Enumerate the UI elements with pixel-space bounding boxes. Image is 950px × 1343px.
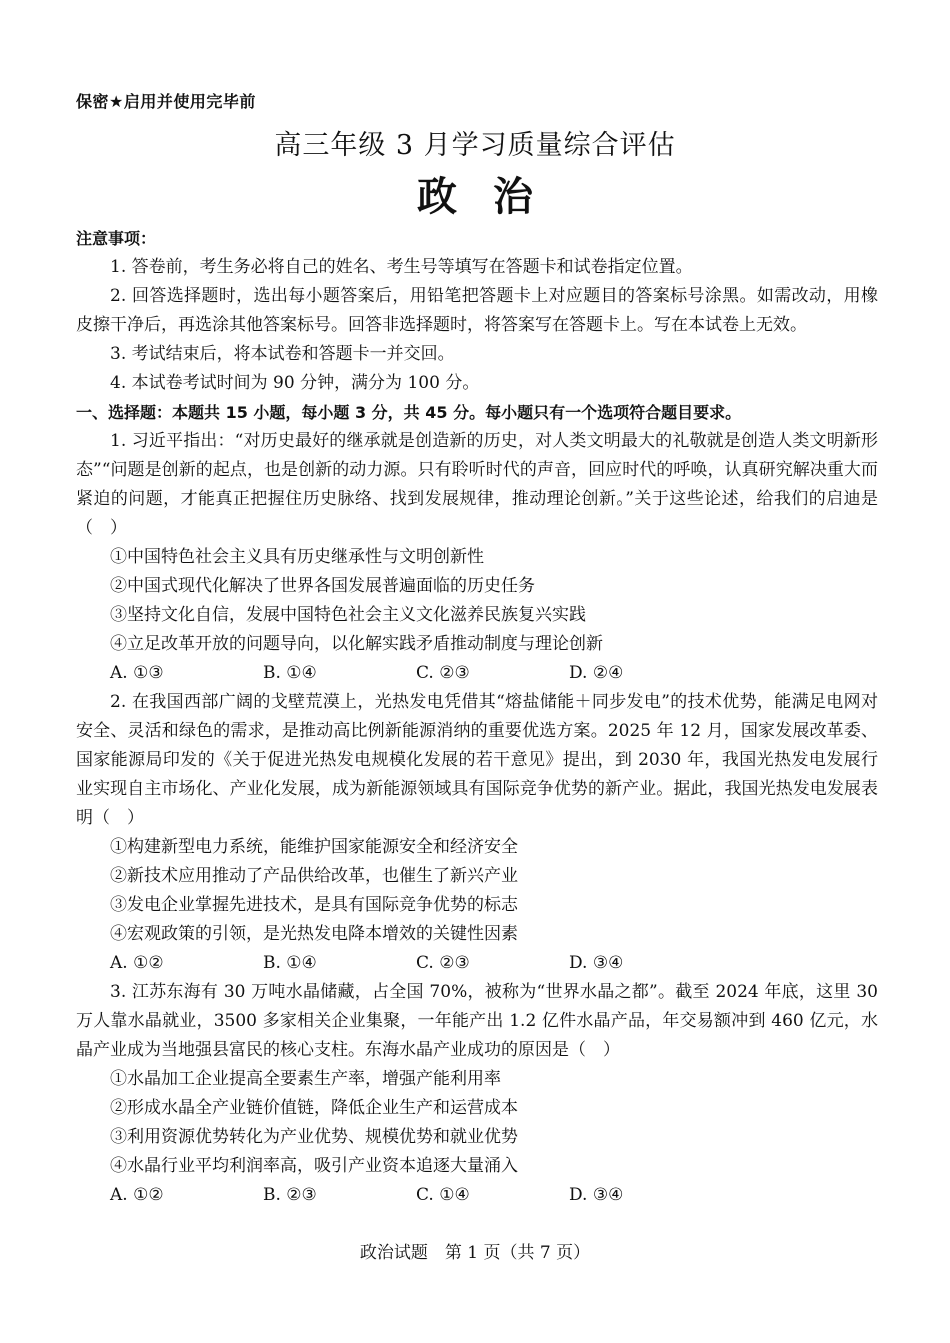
note-item: 4. 本试卷考试时间为 90 分钟，满分为 100 分。 — [110, 373, 480, 393]
option-c: C. ①④ — [416, 1185, 470, 1205]
question-statement: ①水晶加工企业提高全要素生产率，增强产能利用率 — [110, 1069, 501, 1089]
option-b: B. ②③ — [263, 1185, 317, 1205]
note-item: 1. 答卷前，考生务必将自己的姓名、考生号等填写在答题卡和试卷指定位置。 — [110, 257, 693, 277]
exam-title: 高三年级 3 月学习质量综合评估 — [274, 130, 676, 161]
option-d: D. ③④ — [569, 953, 624, 973]
question-stem: 2. 在我国西部广阔的戈壁荒漠上，光热发电凭借其“熔盐储能＋同步发电”的技术优势，能满足电网对安全、灵活和绿色的需求，是推动高比例新能源消纳的重要优选方案。2025 年 12 月，国家发展改革委、国家能源局印发的《关于促进光热发电规模化发展的若干意见》提出，到 2030 年，我国光热发电发展行业实现自主市场化、产业化发展，成为新能源领域具有国际竞争优势的新产业。据此，我国光热发电发展表明（ ） — [76, 692, 878, 828]
section-title: 一、选择题：本题共 15 小题，每小题 3 分，共 45 分。每小题只有一个选项符合题目要求。 — [76, 403, 742, 422]
question-stem: 3. 江苏东海有 30 万吨水晶储藏，占全国 70%，被称为“世界水晶之都”。截至 2024 年底，这里 30 万人靠水晶就业，3500 多家相关企业集聚，一年能产出 1.2 亿件水晶产品，年交易额冲到 460 亿元，水晶产业成为当地强县富民的核心支柱。东海水晶产业成功的原因是（ ） — [76, 982, 878, 1060]
page-footer: 政治试题 第 1 页（共 7 页） — [359, 1243, 591, 1263]
notes-title: 注意事项： — [76, 229, 157, 248]
option-b: B. ①④ — [263, 953, 317, 973]
option-a: A. ①② — [110, 1185, 164, 1205]
question-statement: ②新技术应用推动了产品供给改革，也催生了新兴产业 — [110, 866, 518, 886]
confidential-label: 保密★启用并使用完毕前 — [76, 92, 256, 111]
option-b: B. ①④ — [263, 663, 317, 683]
answer-options — [76, 659, 878, 688]
question-statement: ④立足改革开放的问题导向，以化解实践矛盾推动制度与理论创新 — [110, 634, 603, 654]
question-statement: ③发电企业掌握先进技术，是具有国际竞争优势的标志 — [110, 895, 518, 915]
note-item: 2. 回答选择题时，选出每小题答案后，用铅笔把答题卡上对应题目的答案标号涂黑。如需改动，用橡皮擦干净后，再选涂其他答案标号。回答非选择题时，将答案写在答题卡上。写在本试卷上无效。 — [76, 286, 878, 335]
option-c: C. ②③ — [416, 953, 470, 973]
question-statement: ④宏观政策的引领，是光热发电降本增效的关键性因素 — [110, 924, 518, 944]
question-statement: ②形成水晶全产业链价值链，降低企业生产和运营成本 — [110, 1098, 518, 1118]
subject-title: 政治 — [417, 173, 569, 220]
question-statement: ①中国特色社会主义具有历史继承性与文明创新性 — [110, 547, 484, 567]
answer-options — [76, 1181, 878, 1210]
option-d: D. ②④ — [569, 663, 624, 683]
option-a: A. ①③ — [110, 663, 164, 683]
question-statement: ②中国式现代化解决了世界各国发展普遍面临的历史任务 — [110, 576, 535, 596]
question-statement: ③坚持文化自信，发展中国特色社会主义文化滋养民族复兴实践 — [110, 605, 586, 625]
note-item: 3. 考试结束后，将本试卷和答题卡一并交回。 — [110, 344, 455, 364]
question-statement: ④水晶行业平均利润率高，吸引产业资本追逐大量涌入 — [110, 1156, 518, 1176]
question-statement: ①构建新型电力系统，能维护国家能源安全和经济安全 — [110, 837, 518, 857]
option-d: D. ③④ — [569, 1185, 624, 1205]
option-a: A. ①② — [110, 953, 164, 973]
question-stem: 1. 习近平指出：“对历史最好的继承就是创造新的历史，对人类文明最大的礼敬就是创造人类文明新形态”“问题是创新的起点，也是创新的动力源。只有聆听时代的声音，回应时代的呼唤，认真研究解决重大而紧迫的问题，才能真正把握住历史脉络、找到发展规律，推动理论创新。”关于这些论述，给我们的启迪是（ ） — [76, 431, 878, 538]
answer-options — [76, 949, 878, 978]
option-c: C. ②③ — [416, 663, 470, 683]
exam-content — [76, 224, 878, 1210]
question-statement: ③利用资源优势转化为产业优势、规模优势和就业优势 — [110, 1127, 518, 1147]
